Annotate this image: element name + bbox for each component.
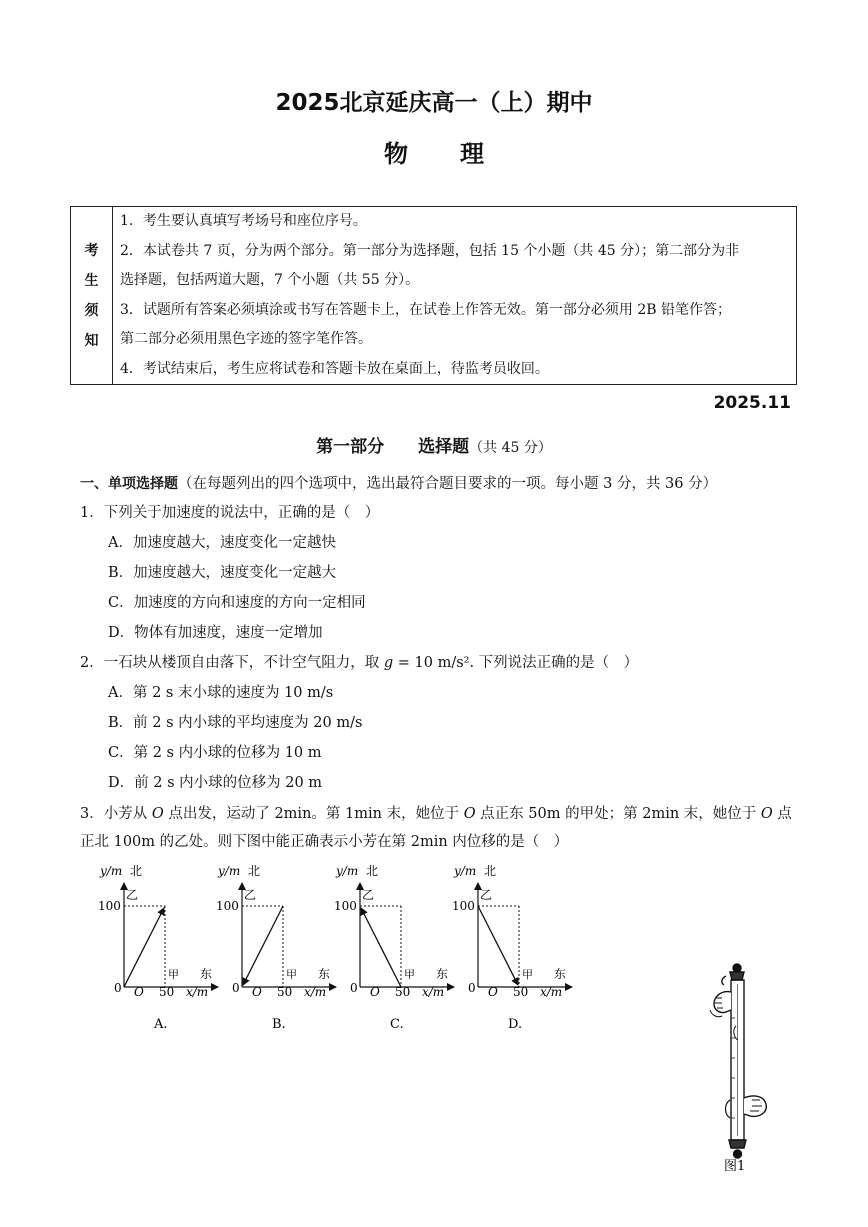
question-3-stem-part: 点出发，运动了 2min。第 1min 末，她位于 [163,806,464,822]
exam-notice-box [70,206,797,385]
diagram-c [334,864,454,1032]
question-3-o-symbol: O [151,806,164,822]
part-title: 第一部分 选择题 [316,437,470,457]
diagram-option-label: C. [390,1017,404,1032]
diagram-x-axis-label: x/m [304,985,327,999]
section-instruction: （在每题列出的四个选项中，选出最符合题目要求的一项。每小题 3 分，共 36 分） [178,476,718,492]
diagram-east-label: 东 [554,967,567,981]
question-3-stem-part: 3．小芳从 [80,806,152,822]
notice-lines [120,207,790,385]
question-1-option-a: A．加速度越大，速度变化一定越快 [108,535,336,551]
question-1-option-c: C．加速度的方向和速度的方向一定相同 [108,595,366,611]
notice-line: 选择题，包括两道大题，7 个小题（共 55 分）。 [120,272,420,289]
question-1-option-b: B．加速度越大，速度变化一定越大 [108,565,337,581]
question-2-option-b: B．前 2 s 内小球的平均速度为 20 m/s [108,715,363,731]
diagram-y-axis-label: y/m [336,864,359,878]
notice-label-char: 生 [84,272,99,289]
diagram-east-label: 东 [436,967,449,981]
diagram-b [216,864,336,1032]
diagram-x-tick: 50 [513,985,529,999]
section-title: 一、单项选择题 [80,476,178,492]
question-3-stem-part: 点 [772,806,792,822]
question-2-option-c: C．第 2 s 内小球的位移为 10 m [108,745,322,761]
diagram-y-tick: 100 [98,899,121,913]
diagram-east-label: 东 [318,967,331,981]
diagram-north-label: 北 [484,864,497,878]
question-1-stem: 1．下列关于加速度的说法中，正确的是（ ） [80,505,380,521]
diagram-x-axis-label: x/m [186,985,209,999]
diagram-option-label: B. [272,1017,286,1032]
diagram-x-axis-label: x/m [422,985,445,999]
diagram-north-label: 北 [248,864,261,878]
diagram-point-jia: 甲 [522,968,533,981]
subject-title: 物理 [384,139,536,168]
diagram-y-axis-label: y/m [100,864,123,878]
diagram-point-yi: 乙 [362,888,375,902]
exam-date: 2025.11 [713,393,791,413]
diagram-east-label: 东 [200,967,213,981]
diagram-origin-o: O [370,985,380,999]
diagram-point-yi: 乙 [480,888,493,902]
question-3-stem-part: 点正东 50m 的甲处；第 2min 末，她位于 [475,806,761,822]
question-2-stem-part: = 10 m/s². 下列说法正确的是（ ） [393,655,639,671]
notice-label-char: 须 [84,302,99,319]
diagram-origin-o: O [488,985,498,999]
notice-label-char: 考 [84,242,99,259]
notice-line: 第二部分必须用黑色字迹的签字笔作答。 [120,331,372,348]
question-3-stem-line-2: 正北 100m 的乙处。则下图中能正确表示小芳在第 2min 内位移的是（ ） [80,834,569,850]
diagram-a [98,864,218,1032]
question-3-o-symbol: O [463,806,476,822]
question-2-option-d: D．前 2 s 内小球的位移为 20 m [108,775,323,791]
diagram-x-axis-label: x/m [540,985,563,999]
section-heading [80,472,717,493]
diagram-north-label: 北 [366,864,379,878]
question-3-stem-line-1 [80,802,792,823]
diagram-point-yi: 乙 [244,888,257,902]
question-3-diagrams [90,856,590,1036]
question-3-o-symbol: O [760,806,773,822]
diagram-origin-zero: 0 [350,981,358,995]
part-subtitle: （共 45 分） [469,440,552,456]
page-title: 2025北京延庆高一（上）期中 [275,90,593,116]
question-2-stem [80,651,638,672]
figure-1-illustration [702,958,782,1174]
notice-label-char: 知 [84,332,99,349]
diagram-y-axis-label: y/m [218,864,241,878]
diagram-x-tick: 50 [159,985,175,999]
part-heading [0,432,868,457]
diagram-option-label: A. [154,1017,168,1032]
diagram-origin-zero: 0 [114,981,122,995]
diagram-x-tick: 50 [395,985,411,999]
question-1-option-d: D．物体有加速度，速度一定增加 [108,625,323,641]
question-2-g-symbol: g [383,655,394,671]
notice-label [71,207,113,384]
diagram-point-jia: 甲 [404,968,415,981]
figure-1-caption: 图1 [724,1159,746,1174]
diagram-point-yi: 乙 [126,888,139,902]
notice-line: 2．本试卷共 7 页，分为两个部分。第一部分为选择题，包括 15 个小题（共 45 分）；第二部分为非 [120,242,740,259]
diagram-y-axis-label: y/m [454,864,477,878]
diagram-y-tick: 100 [216,899,239,913]
notice-line: 1．考生要认真填写考场号和座位序号。 [120,213,367,229]
diagram-origin-zero: 0 [232,981,240,995]
diagram-y-tick: 100 [452,899,475,913]
diagram-north-label: 北 [130,864,143,878]
notice-line: 4．考试结束后，考生应将试卷和答题卡放在桌面上，待监考员收回。 [120,360,549,377]
diagram-d [452,864,572,1032]
diagram-option-label: D. [508,1017,523,1032]
diagram-y-tick: 100 [334,899,357,913]
diagram-origin-o: O [252,985,262,999]
diagram-point-jia: 甲 [168,968,179,981]
question-2-option-a: A．第 2 s 末小球的速度为 10 m/s [108,685,334,701]
diagram-origin-o: O [134,985,144,999]
question-2-stem-part: 2．一石块从楼顶自由落下，不计空气阻力，取 [80,655,384,671]
diagram-point-jia: 甲 [286,968,297,981]
diagram-origin-zero: 0 [468,981,476,995]
notice-line: 3．试题所有答案必须填涂或书写在答题卡上，在试卷上作答无效。第一部分必须用 2B 铅笔作答； [120,301,732,318]
diagram-x-tick: 50 [277,985,293,999]
